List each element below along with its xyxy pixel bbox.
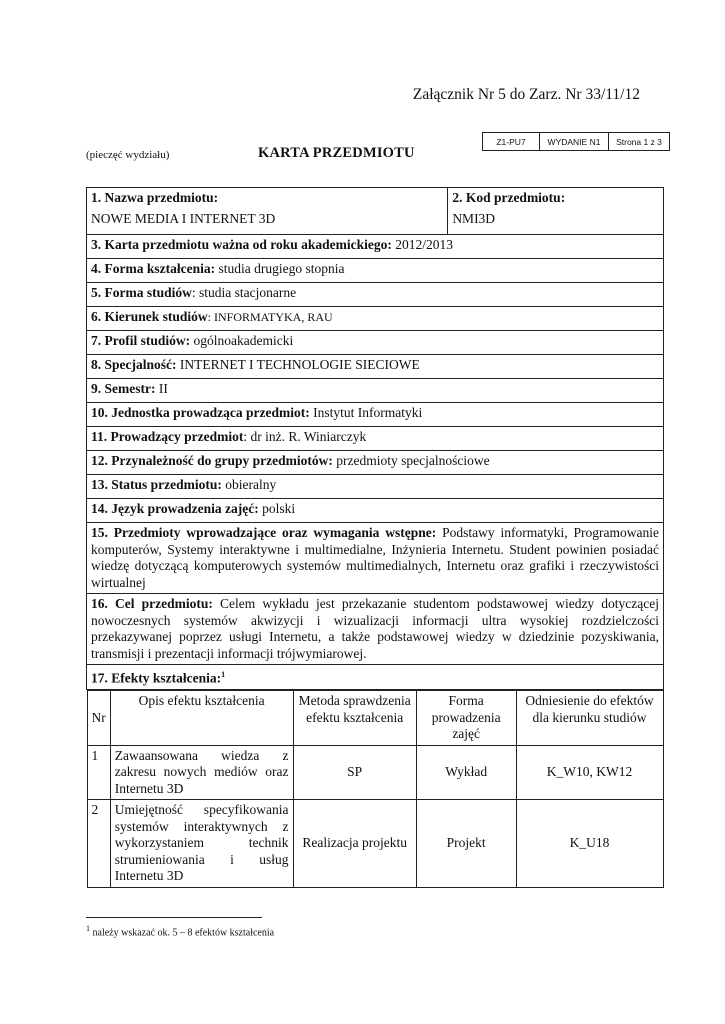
direction-label: 6. Kierunek studiów: [91, 309, 208, 324]
specialty-value: INTERNET I TECHNOLOGIE SIECIOWE: [179, 357, 420, 372]
group-value: przedmioty specjalnościowe: [336, 453, 490, 468]
effects-label: 17. Efekty kształcenia:: [91, 670, 222, 686]
semester-value: II: [158, 381, 168, 396]
goal-label: 16. Cel przedmiotu:: [91, 596, 213, 611]
attachment-note: Załącznik Nr 5 do Zarz. Nr 33/11/12: [412, 86, 640, 103]
course-code-label: 2. Kod przedmiotu:: [452, 190, 566, 205]
semester-row: [87, 379, 664, 403]
effect-nr: 1: [87, 745, 110, 800]
effect-ref: K_W10, KW12: [516, 745, 663, 800]
page-number: Strona 1 z 3: [609, 133, 670, 151]
education-form-row: [87, 259, 664, 283]
faculty-stamp-label: (pieczęć wydziału): [86, 149, 170, 161]
lecturer-row: [87, 427, 664, 451]
effect-desc: Zawaansowana wiedza z zakresu nowych mediów oraz Internetu 3D: [110, 745, 293, 800]
effects-header-ref: Odniesienie do efektów dla kierunku studiów: [516, 691, 663, 746]
effect-form: Wykład: [416, 745, 516, 800]
group-label: 12. Przynależność do grupy przedmiotów:: [91, 453, 333, 468]
prerequisites-label: 15. Przedmioty wprowadzające oraz wymagania wstępne:: [91, 525, 437, 540]
education-form-label: 4. Forma kształcenia:: [91, 261, 216, 276]
page-title: KARTA PRZEDMIOTU: [258, 145, 415, 161]
document-code-table: [482, 132, 670, 151]
table-row: [87, 800, 663, 888]
language-value: polski: [262, 501, 296, 516]
course-name-label: 1. Nazwa przedmiotu:: [91, 190, 219, 205]
valid-year-value: 2012/2013: [395, 237, 454, 252]
unit-value: Instytut Informatyki: [313, 405, 423, 420]
education-form-value: studia drugiego stopnia: [218, 261, 345, 276]
course-card-table: [86, 187, 664, 888]
effect-ref: K_U18: [516, 800, 663, 888]
course-name-cell: [87, 188, 448, 235]
effect-nr: 2: [87, 800, 110, 888]
language-row: [87, 499, 664, 523]
language-label: 14. Język prowadzenia zajęć:: [91, 501, 259, 516]
effect-desc: Umiejętność specyfikowania systemów interaktywnych z wykorzystaniem technik strumieniowania i usług Internetu 3D: [110, 800, 293, 888]
profile-value: ogólnoakademicki: [193, 333, 294, 348]
effects-table: [87, 690, 664, 888]
study-form-row: [87, 283, 664, 307]
prerequisites-value: Podstawy informatyki, Programowanie komputerów, Systemy interaktywne i multimedialne, Inżynieria Internetu. Student powinien posiadać wiedzę dotyczącą komputerowych systemów multimedialnych, Internetu oraz grafiki i rzeczywistości wirtualnej: [91, 525, 660, 590]
semester-label: 9. Semestr:: [91, 381, 156, 396]
specialty-label: 8. Specjalność:: [91, 357, 177, 372]
course-code-cell: [448, 188, 664, 235]
effects-header-method: Metoda sprawdzenia efektu kształcenia: [293, 691, 416, 746]
course-name-value: NOWE MEDIA I INTERNET 3D: [91, 210, 276, 226]
table-row: [87, 745, 663, 800]
goal-value: Celem wykładu jest przekazanie studentom podstawowej wiedzy dotyczącej nowoczesnych systemów akwizycji i wizualizacji informacji ultra wysokiej rozdzielczości przekazywanej poprzez usługi Internetu, a także podstawowej wiedzy w dziedzinie pozyskiwania, transmisji i prezentacji informacji trójwymiarowej.: [91, 596, 660, 661]
footnote-mark: 1: [86, 924, 90, 933]
effects-header-nr: Nr: [87, 691, 110, 746]
doc-code: Z1-PU7: [483, 133, 540, 151]
course-code-value: NMI3D: [452, 210, 496, 226]
study-form-label: 5. Forma studiów: [91, 285, 192, 300]
effect-form: Projekt: [416, 800, 516, 888]
effect-method: Realizacja projektu: [293, 800, 416, 888]
status-value: obieralny: [225, 477, 277, 492]
unit-label: 10. Jednostka prowadząca przedmiot:: [91, 405, 310, 420]
group-row: [87, 451, 664, 475]
status-row: [87, 475, 664, 499]
unit-row: [87, 403, 664, 427]
lecturer-value: : dr inż. R. Winiarczyk: [243, 429, 367, 444]
footnote-text: należy wskazać ok. 5 – 8 efektów kształcenia: [92, 927, 275, 939]
prerequisites-row: [87, 523, 664, 594]
profile-row: [87, 331, 664, 355]
status-label: 13. Status przedmiotu:: [91, 477, 222, 492]
effects-header-desc: Opis efektu kształcenia: [110, 691, 293, 746]
effects-container: [87, 690, 664, 888]
edition: WYDANIE N1: [540, 133, 609, 151]
valid-year-label: 3. Karta przedmiotu ważna od roku akademickiego:: [91, 237, 392, 252]
study-form-value: : studia stacjonarne: [191, 285, 297, 300]
footnote-divider: [86, 917, 262, 918]
effects-header-form: Forma prowadzenia zajęć: [416, 691, 516, 746]
profile-label: 7. Profil studiów:: [91, 333, 191, 348]
effects-heading-row: [87, 665, 664, 690]
direction-row: [87, 307, 664, 331]
direction-value: : INFORMATYKA, RAU: [207, 310, 333, 324]
valid-year-row: [87, 235, 664, 259]
effects-footnote-mark: 1: [221, 670, 226, 679]
goal-row: [87, 594, 664, 665]
lecturer-label: 11. Prowadzący przedmiot: [91, 429, 244, 444]
effect-method: SP: [293, 745, 416, 800]
footnote: [86, 924, 274, 938]
specialty-row: [87, 355, 664, 379]
